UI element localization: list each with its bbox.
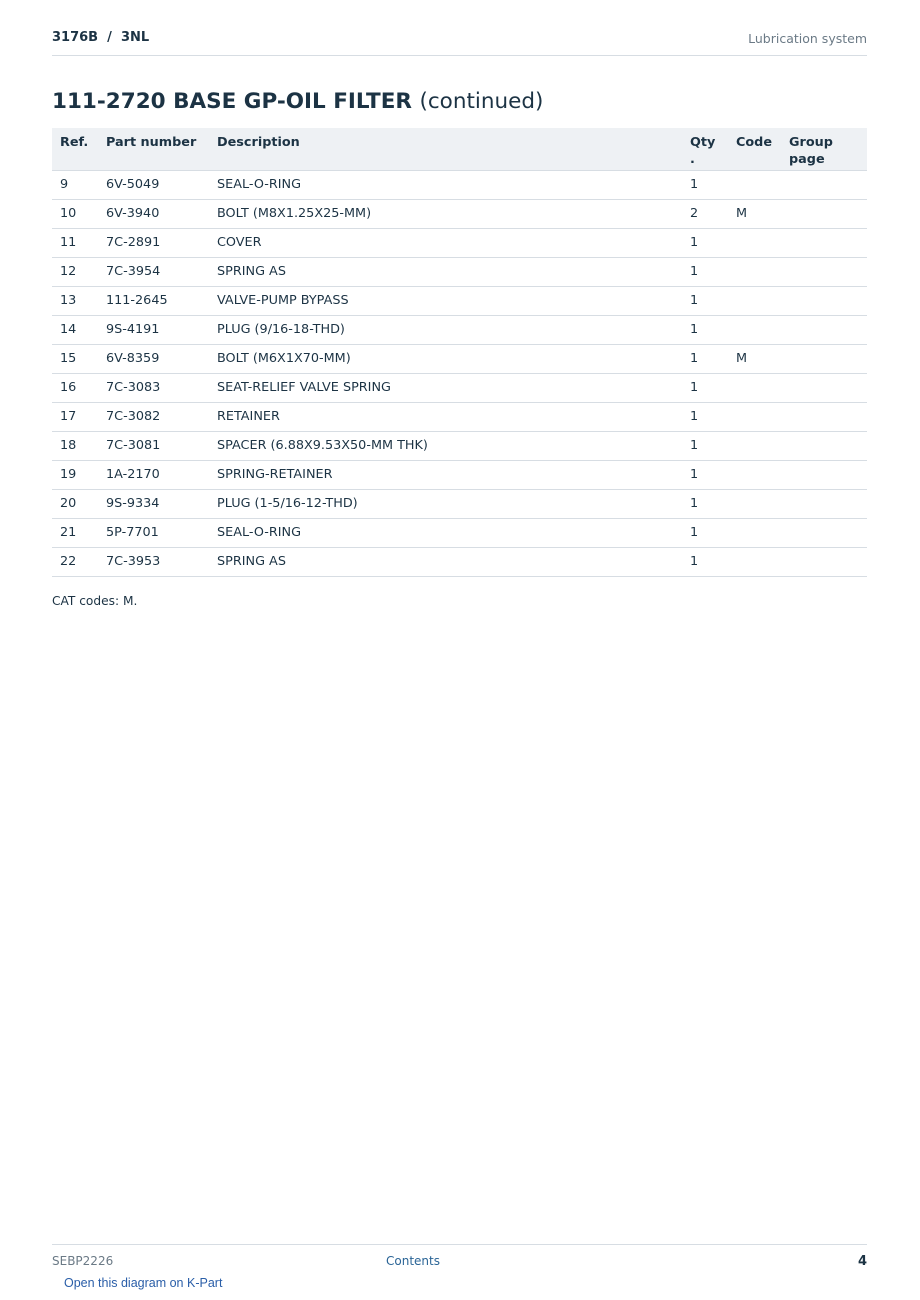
cell-group-page [781,199,867,228]
page-title [52,89,543,114]
page-header [52,28,867,56]
cell-ref: 20 [52,489,98,518]
cell-group-page [781,228,867,257]
cell-description: SEAT-RELIEF VALVE SPRING [209,373,682,402]
cell-code [728,228,781,257]
cell-description: SPRING AS [209,257,682,286]
table-header [52,128,867,170]
column-header-part-number: Part number [98,128,209,170]
cell-group-page [781,431,867,460]
cell-description: SEAL-O-RING [209,518,682,547]
column-header-code: Code [728,128,781,170]
cell-qty: 2 [682,199,728,228]
cell-description: SEAL-O-RING [209,170,682,199]
cell-description: PLUG (9/16-18-THD) [209,315,682,344]
cell-qty: 1 [682,489,728,518]
cell-part-number: 7C-3953 [98,547,209,576]
table-body [52,170,867,576]
title-suffix: (continued) [419,89,544,114]
cell-code [728,518,781,547]
cell-code [728,547,781,576]
cell-code [728,170,781,199]
cell-ref: 22 [52,547,98,576]
cell-qty: 1 [682,373,728,402]
table-row [52,402,867,431]
cell-ref: 14 [52,315,98,344]
cell-qty: 1 [682,460,728,489]
table-row [52,344,867,373]
section-label: Lubrication system [748,31,867,46]
table-row [52,431,867,460]
parts-table [52,128,867,577]
table-row [52,286,867,315]
cell-part-number: 9S-9334 [98,489,209,518]
cell-group-page [781,286,867,315]
cell-qty: 1 [682,286,728,315]
cell-ref: 18 [52,431,98,460]
table-row [52,199,867,228]
cell-description: VALVE-PUMP BYPASS [209,286,682,315]
cell-qty: 1 [682,518,728,547]
cell-code [728,431,781,460]
column-header-group-page: Group page [781,128,867,170]
table-row [52,518,867,547]
cat-codes-note: CAT codes: M. [52,594,138,608]
cell-ref: 10 [52,199,98,228]
cell-part-number: 7C-3081 [98,431,209,460]
cell-code: M [728,199,781,228]
table-row [52,489,867,518]
cell-ref: 11 [52,228,98,257]
table-row [52,228,867,257]
cell-part-number: 6V-8359 [98,344,209,373]
header-row [52,128,867,170]
cell-part-number: 1A-2170 [98,460,209,489]
cell-ref: 9 [52,170,98,199]
cell-description: BOLT (M8X1.25X25-MM) [209,199,682,228]
cell-group-page [781,402,867,431]
cell-part-number: 7C-3082 [98,402,209,431]
cell-qty: 1 [682,344,728,373]
title-main: 111-2720 BASE GP-OIL FILTER [52,89,412,114]
column-header-ref: Ref. [52,128,98,170]
cell-code [728,373,781,402]
table-row [52,373,867,402]
cell-code [728,402,781,431]
cell-ref: 12 [52,257,98,286]
cell-code [728,315,781,344]
cell-group-page [781,460,867,489]
cell-description: SPRING-RETAINER [209,460,682,489]
cell-qty: 1 [682,431,728,460]
cell-code [728,489,781,518]
page-footer [52,1244,867,1275]
cell-description: BOLT (M6X1X70-MM) [209,344,682,373]
cell-qty: 1 [682,315,728,344]
table-row [52,547,867,576]
model-label: 3176B / 3NL [52,30,150,45]
cell-ref: 15 [52,344,98,373]
cell-group-page [781,315,867,344]
cell-description: COVER [209,228,682,257]
cell-part-number: 7C-3083 [98,373,209,402]
cell-code [728,257,781,286]
cell-ref: 13 [52,286,98,315]
cell-part-number: 7C-2891 [98,228,209,257]
cell-qty: 1 [682,547,728,576]
cell-group-page [781,344,867,373]
table-row [52,315,867,344]
cell-qty: 1 [682,228,728,257]
cell-group-page [781,518,867,547]
cell-part-number: 9S-4191 [98,315,209,344]
cell-part-number: 7C-3954 [98,257,209,286]
contents-link[interactable]: Contents [386,1254,440,1268]
cell-qty: 1 [682,257,728,286]
cell-ref: 17 [52,402,98,431]
cell-ref: 21 [52,518,98,547]
cell-group-page [781,257,867,286]
cell-group-page [781,373,867,402]
cell-part-number: 5P-7701 [98,518,209,547]
cell-qty: 1 [682,402,728,431]
table-row [52,257,867,286]
cell-code [728,286,781,315]
table-row [52,460,867,489]
cell-part-number: 6V-3940 [98,199,209,228]
cell-group-page [781,489,867,518]
cell-ref: 16 [52,373,98,402]
column-header-description: Description [209,128,682,170]
cell-part-number: 111-2645 [98,286,209,315]
cell-description: SPRING AS [209,547,682,576]
cell-code [728,460,781,489]
cell-group-page [781,170,867,199]
cell-code: M [728,344,781,373]
cell-qty: 1 [682,170,728,199]
kpart-diagram-link[interactable]: Open this diagram on K-Part [64,1276,223,1290]
cell-description: SPACER (6.88X9.53X50-MM THK) [209,431,682,460]
table-row [52,170,867,199]
cell-ref: 19 [52,460,98,489]
column-header-qty: Qty . [682,128,728,170]
cell-part-number: 6V-5049 [98,170,209,199]
cell-description: PLUG (1-5/16-12-THD) [209,489,682,518]
cell-group-page [781,547,867,576]
cell-description: RETAINER [209,402,682,431]
page-number: 4 [857,1254,867,1269]
document-id: SEBP2226 [52,1254,114,1268]
